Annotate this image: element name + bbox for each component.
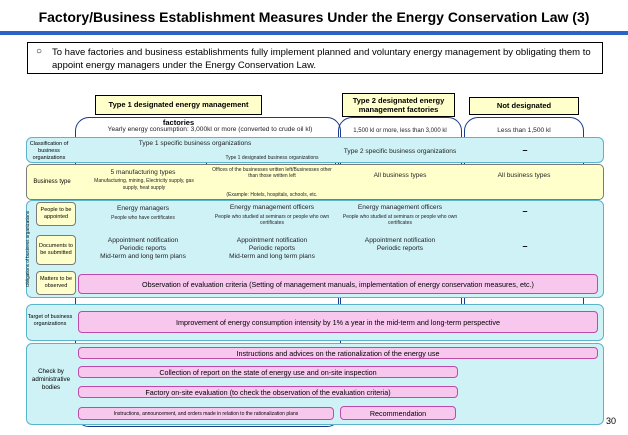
- business-type-col3: All business types: [373, 172, 427, 179]
- documents-col3-1: Periodic reports: [376, 245, 424, 252]
- label-matters: Matters to be observed: [36, 271, 76, 295]
- documents-col2-0: Appointment notification: [236, 237, 308, 244]
- business-type-col1-detail: Manufacturing, mining, Electricity supply, gas supply, heat supply: [94, 178, 194, 191]
- business-type-col4: All business types: [497, 172, 551, 179]
- business-type-col2-line1: Offices of the businesses written left/Businesses other than those written left: [212, 167, 332, 179]
- people-col3-detail: People who studied at seminars or people who own certificates: [342, 214, 458, 226]
- documents-col1-0: Appointment notification: [107, 237, 179, 244]
- people-col3-title: Energy management officers: [357, 204, 443, 211]
- bullet-icon: ○: [36, 46, 43, 57]
- business-type-col2-line2: (Example: Hotels, hospitals, schools, etc.: [226, 192, 318, 198]
- matters-bar: Observation of evaluation criteria (Setting of management manuals, implementation of energy conservation measures, etc.): [78, 274, 598, 294]
- consumption-type1: Yearly energy consumption: 3,000kl or more (converted to crude oil kl): [107, 126, 313, 133]
- check-orders-bar: Instructions, announcement, and orders made in relation to the rationalization plans: [78, 407, 334, 420]
- label-people: People to be appointed: [36, 202, 76, 226]
- classification-type1-designated: Type 1 designated business organizations: [225, 155, 319, 161]
- target-bar: Improvement of energy consumption intensity by 1% a year in the mid-term and long-term perspective: [78, 311, 598, 333]
- documents-col2-2: Mid-term and long term plans: [229, 253, 315, 260]
- consumption-type2: 1,500 kl or more, less than 3,000 kl: [353, 128, 447, 134]
- documents-col2-1: Periodic reports: [248, 245, 296, 252]
- label-documents: Documents to be submitted: [36, 235, 76, 265]
- header-type1: Type 1 designated energy management factories: [95, 95, 262, 115]
- check-instructions-bar: Instructions and advices on the rationalization of the energy use: [78, 347, 598, 359]
- documents-col4: –: [522, 241, 528, 251]
- documents-col1-2: Mid-term and long term plans: [100, 253, 186, 260]
- label-business-type: Business type: [33, 178, 71, 185]
- classification-type2-specific: Type 2 specific business organizations: [343, 148, 457, 155]
- people-col4: –: [522, 206, 528, 216]
- people-col2-detail: People who studied at seminars or people who own certificates: [214, 214, 330, 226]
- header-type2: Type 2 designated energy management factories: [342, 93, 455, 117]
- business-type-col1-title: 5 manufacturing types: [110, 169, 176, 176]
- label-check: Check by administrative bodies: [31, 368, 71, 391]
- consumption-not: Less than 1,500 kl: [497, 127, 551, 134]
- intro-box: [27, 42, 603, 74]
- check-collection-bar: Collection of report on the state of energy use and on-site inspection: [78, 366, 458, 378]
- classification-not: –: [522, 145, 528, 155]
- classification-type1-specific: Type 1 specific business organizations: [138, 140, 252, 147]
- page-title: Factory/Business Establishment Measures Under the Energy Conservation Law (3): [38, 9, 590, 25]
- documents-col3-0: Appointment notification: [364, 237, 436, 244]
- label-target: Target of business organizations: [27, 314, 73, 327]
- people-col2-title: Energy management officers: [229, 204, 315, 211]
- check-onsite-bar: Factory on-site evaluation (to check the observation of the evaluation criteria): [78, 386, 458, 398]
- title-underline: [0, 31, 628, 35]
- documents-col1-1: Periodic reports: [119, 245, 167, 252]
- people-col1-title: Energy managers: [116, 205, 170, 212]
- intro-text: To have factories and business establishments fully implement planned and voluntary energy management by obligating them to appoint energy managers under the Energy Conservation Law.: [52, 47, 591, 71]
- page-number: 30: [606, 416, 617, 426]
- check-recommendation-bar: Recommendation: [340, 406, 456, 420]
- label-obligations: Obligations of business organizations: [24, 210, 30, 288]
- label-classification: Classification of business organizations: [29, 140, 69, 161]
- people-col1-detail: People who have certificates: [111, 215, 175, 221]
- header-not-designated: Not designated: [469, 97, 579, 115]
